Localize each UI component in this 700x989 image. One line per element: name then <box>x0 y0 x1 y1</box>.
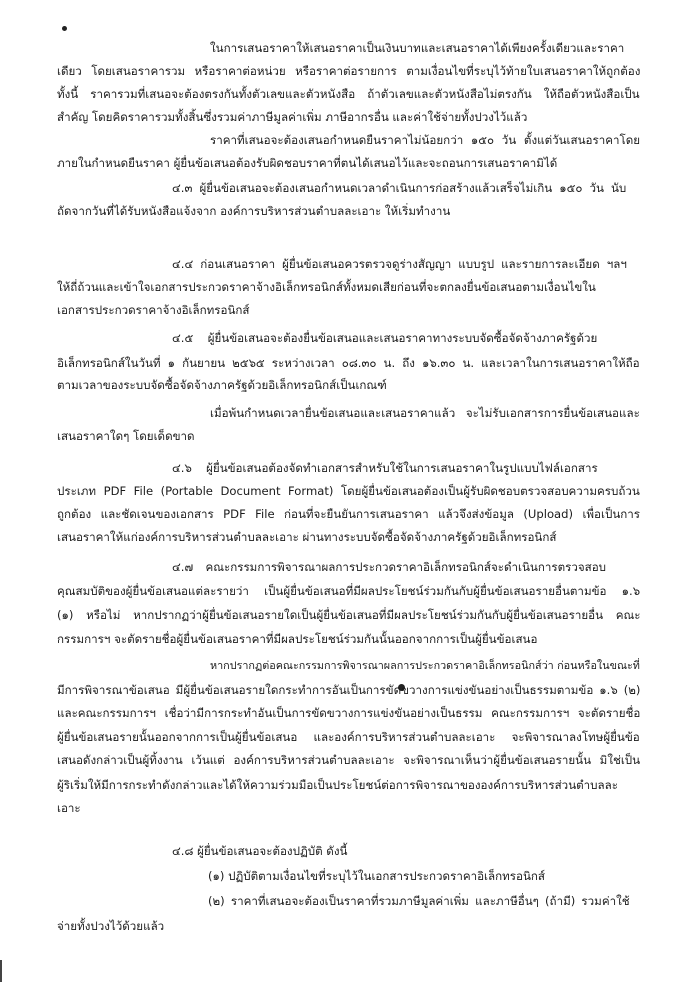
text-line: ๔.๘ ผู้ยื่นข้อเสนอจะต้องปฏิบัติ ดังนี้ <box>172 844 348 858</box>
text-line: ๔.๗ คณะกรรมการพิจารณาผลการประกวดราคาอิเล็กทรอนิกส์จะดำเนินการตรวจสอบ <box>172 560 607 574</box>
scan-mark-dot <box>62 26 67 31</box>
text-line: ถูกต้อง และชัดเจนของเอกสาร PDF File ก่อนที่จะยืนยันการเสนอราคา แล้วจึงส่งข้อมูล (Upload) เพื่อเป็นการ <box>57 507 641 521</box>
text-line: อิเล็กทรอนิกส์ในวันที่ ๑ กันยายน ๒๕๖๕ ระหว่างเวลา ๐๘.๓๐ น. ถึง ๑๖.๓๐ น. และเวลาในการเสนอราคาให้ถือ <box>57 356 640 370</box>
text-line: ถัดจากวันที่ได้รับหนังสือแจ้งจาก องค์การบริหารส่วนตำบลละเอาะ ให้เริ่มทำงาน <box>57 204 451 218</box>
text-line: เสนอราคาใดๆ โดยเด็ดขาด <box>57 429 195 443</box>
text-line: คุณสมบัติของผู้ยื่นข้อเสนอแต่ละรายว่า เป็นผู้ยื่นข้อเสนอที่มีผลประโยชน์ร่วมกันกับผู้ยื่นข้อเสนอรายอื่นตามข้อ ๑.๖ <box>57 584 641 598</box>
text-line: เมื่อพ้นกำหนดเวลายื่นข้อเสนอและเสนอราคาแล้ว จะไม่รับเอกสารการยื่นข้อเสนอและ <box>210 406 640 420</box>
text-line: ให้ถี่ถ้วนและเข้าใจเอกสารประกวดราคาจ้างอิเล็กทรอนิกส์ทั้งหมดเสียก่อนที่จะตกลงยื่นข้อเสนอตามเงื่อนไขใน <box>57 280 596 294</box>
text-line: (๑) ปฏิบัติตามเงื่อนไขที่ระบุไว้ในเอกสารประกวดราคาอิเล็กทรอนิกส์ <box>208 869 545 883</box>
text-line: ทั้งนี้ ราคารวมที่เสนอจะต้องตรงกันทั้งตัวเลขและตัวหนังสือ ถ้าตัวเลขและตัวหนังสือไม่ตรงกัน ให้ถือตัวหนังสือเป็น <box>57 87 640 101</box>
text-line: ในการเสนอราคาให้เสนอราคาเป็นเงินบาทและเสนอราคาได้เพียงครั้งเดียวและราคา <box>210 41 625 55</box>
text-line: เสนอดังกล่าวเป็นผู้ทิ้งงาน เว้นแต่ องค์การบริหารส่วนตำบลละเอาะ จะพิจารณาเห็นว่าผู้ยื่นข้อเสนอรายนั้น มิใช่เป็น <box>57 753 641 767</box>
text-line: ผู้ริเริ่มให้มีการกระทำดังกล่าวและได้ให้ความร่วมมือเป็นประโยชน์ต่อการพิจารณาขององค์การบริหารส่วนตำบลละ <box>57 778 618 792</box>
text-line: เสนอราคาให้แก่องค์การบริหารส่วนตำบลละเอาะ ผ่านทางระบบจัดซื้อจัดจ้างภาครัฐด้วยอิเล็กทรอนิกส์ <box>57 530 557 544</box>
text-line: ภายในกำหนดยืนราคา ผู้ยื่นข้อเสนอต้องรับผิดชอบราคาที่ตนได้เสนอไว้และจะถอนการเสนอราคามิได้ <box>57 156 558 170</box>
text-line: ๔.๖ ผู้ยื่นข้อเสนอต้องจัดทำเอกสารสำหรับใช้ในการเสนอราคาในรูปแบบไฟล์เอกสาร <box>172 461 598 475</box>
text-line: ราคาที่เสนอจะต้องเสนอกำหนดยืนราคาไม่น้อยกว่า ๑๕๐ วัน ตั้งแต่วันเสนอราคาโดย <box>210 133 641 147</box>
text-line: สำคัญ โดยคิดราคารวมทั้งสิ้นซึ่งรวมค่าภาษีมูลค่าเพิ่ม ภาษีอากรอื่น และค่าใช้จ่ายทั้งปวงไว้แล้ว <box>57 110 528 124</box>
scan-edge-mark <box>0 960 2 982</box>
text-line: (๑) หรือไม่ หากปรากฏว่าผู้ยื่นข้อเสนอรายใดเป็นผู้ยื่นข้อเสนอที่มีผลประโยชน์ร่วมกันกับผู้ยื่นข้อเสนอรายอื่น คณะ <box>57 608 641 622</box>
text-line: ตามเวลาของระบบจัดซื้อจัดจ้างภาครัฐด้วยอิเล็กทรอนิกส์เป็นเกณฑ์ <box>57 378 387 392</box>
text-line: ๔.๔ ก่อนเสนอราคา ผู้ยื่นข้อเสนอควรตรวจดูร่างสัญญา แบบรูป และรายการละเอียด ฯลฯ <box>172 257 627 271</box>
text-line: หากปรากฏต่อคณะกรรมการพิจารณาผลการประกวดราคาอิเล็กทรอนิกส์ว่า ก่อนหรือในขณะที่ <box>210 659 640 672</box>
text-line: เอกสารประกวดราคาจ้างอิเล็กทรอนิกส์ <box>57 303 250 317</box>
text-line: มีการพิจารณาข้อเสนอ มีผู้ยื่นข้อเสนอรายใดกระทำการอันเป็นการขัดขวางการแข่งขันอย่างเป็นธรรมตามข้อ ๑.๖ (๒) <box>57 683 641 697</box>
text-line: ประเภท PDF File (Portable Document Format) โดยผู้ยื่นข้อเสนอต้องเป็นผู้รับผิดชอบตรวจสอบความครบถ้วน <box>57 484 640 498</box>
text-line: เอาะ <box>57 801 81 815</box>
text-line: ผู้ยื่นข้อเสนอรายนั้นออกจากการเป็นผู้ยื่นข้อเสนอ และองค์การบริหารส่วนตำบลละเอาะ จะพิจารณาลงโทษผู้ยื่นข้อ <box>57 730 640 744</box>
text-line: และคณะกรรมการฯ เชื่อว่ามีการกระทำอันเป็นการขัดขวางการแข่งขันอย่างเป็นธรรม คณะกรรมการฯ จะตัดรายชื่อ <box>57 706 641 720</box>
text-line: ๔.๕ ผู้ยื่นข้อเสนอจะต้องยื่นข้อเสนอและเสนอราคาทางระบบจัดซื้อจัดจ้างภาครัฐด้วย <box>172 331 598 345</box>
text-line: จ่ายทั้งปวงไว้ด้วยแล้ว <box>57 919 165 933</box>
text-line: (๒) ราคาที่เสนอจะต้องเป็นราคาที่รวมภาษีมูลค่าเพิ่ม และภาษีอื่นๆ (ถ้ามี) รวมค่าใช้ <box>208 894 630 908</box>
text-line: เดียว โดยเสนอราคารวม หรือราคาต่อหน่วย หรือราคาต่อรายการ ตามเงื่อนไขที่ระบุไว้ท้ายใบเสนอราคาให้ถูกต้อง <box>57 64 641 78</box>
text-line: กรรมการฯ จะตัดรายชื่อผู้ยื่นข้อเสนอราคาที่มีผลประโยชน์ร่วมกันนั้นออกจากการเป็นผู้ยื่นข้อเสนอ <box>57 632 538 646</box>
text-line: ๔.๓ ผู้ยื่นข้อเสนอจะต้องเสนอกำหนดเวลาดำเนินการก่อสร้างแล้วเสร็จไม่เกิน ๑๕๐ วัน นับ <box>172 181 627 195</box>
